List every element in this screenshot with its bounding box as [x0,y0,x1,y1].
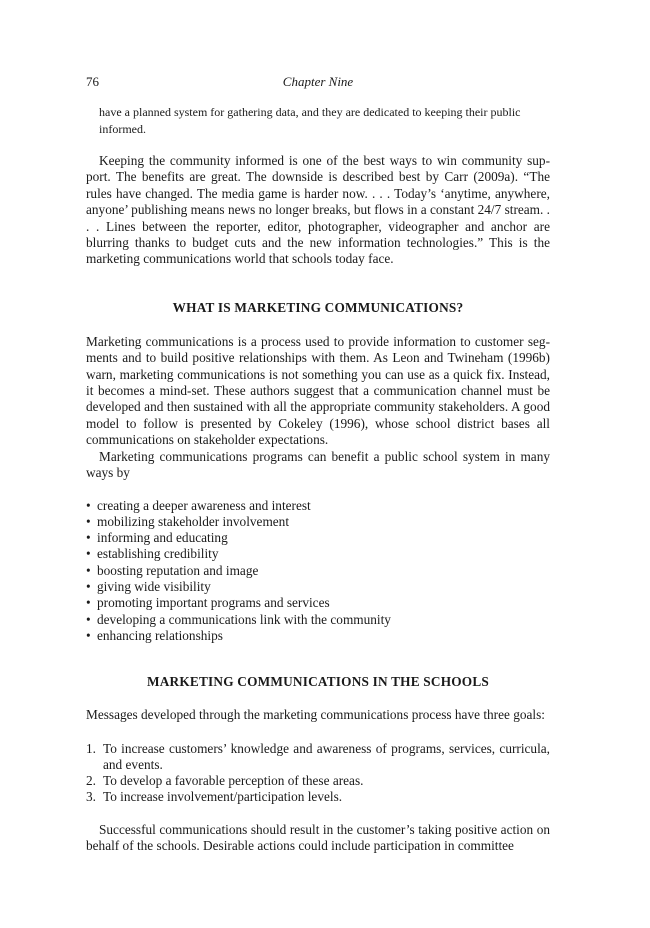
page-header [86,74,550,94]
list-item [86,563,550,579]
list-item [86,595,550,611]
list-item [86,579,550,595]
numbered-item [86,789,550,805]
paragraph: Marketing communications is a process used to provide information to customer segments and to build positive relationships with them. As Leon and Twineham (1996b) warn, marketing communications is not something you can use as a quick fix. Instead, it becomes a mind-set. These authors suggest that a communication channel must be developed and then sustained with all the appropriate community stakeholders. A good model to follow is presented by Cokeley (1996), whose school district bases all communications on stakeholder expectations. [86,333,550,448]
numbered-item-text: To increase involvement/participation levels. [103,789,343,805]
page-number: 76 [86,74,99,89]
benefits-list [86,498,550,645]
paragraph: Messages developed through the marketing communications process have three goals: [86,707,545,723]
list-item [86,498,550,514]
list-item-text: establishing credibility [97,546,219,562]
list-item-text: developing a communications link with the community [97,611,391,627]
paragraph: Marketing communications programs can benefit a public school system in many ways by [86,448,550,481]
list-item-text: giving wide visibility [97,578,211,594]
item-number: 1. [86,740,96,756]
numbered-item-text: To develop a favorable perception of these areas. [103,773,364,789]
bullet-icon: • [86,513,91,529]
bullet-icon: • [86,562,91,578]
bullet-icon: • [86,546,91,562]
paragraph: Keeping the community informed is one of the best ways to win community support. The benefits are great. The downside is described best by Carr (2009a). “The rules have changed. The media game is harder now. . . . Today’s ‘anytime, anywhere, anyone’ publishing means news no longer breaks, but flows in a constant 24/7 stream. . . . Lines between the reporter, editor, photographer, videographer and anchor are blurring thanks to budget cuts and the new information technologies.” This is the marketing communications world that schools today face. [86,153,550,267]
paragraph: Successful communications should result in the customer’s taking positive action on behalf of the schools. Desirable actions could include participation in committee [86,821,550,854]
numbered-item [86,773,550,789]
list-item [86,546,550,562]
bullet-icon: • [86,611,91,627]
bullet-icon: • [86,595,91,611]
list-item-text: creating a deeper awareness and interest [97,497,311,513]
list-item-text: boosting reputation and image [97,562,259,578]
numbered-item-text: To increase customers’ knowledge and awareness of programs, services, curricula, and events. [103,740,550,772]
bullet-icon: • [86,530,91,546]
item-number: 2. [86,773,96,789]
bullet-icon: • [86,497,91,513]
list-item-text: mobilizing stakeholder involvement [97,513,290,529]
goals-list [86,741,550,806]
bullet-icon: • [86,627,91,643]
running-head: Chapter Nine [282,74,354,89]
list-item [86,514,550,530]
list-item [86,628,550,644]
page-body [86,104,550,855]
list-item [86,530,550,546]
list-item [86,612,550,628]
section-heading: WHAT IS MARKETING COMMUNICATIONS? [172,299,464,315]
numbered-item [86,741,550,774]
list-item-text: informing and educating [97,530,228,546]
block-quote-continuation: have a planned system for gathering data, and they are dedicated to keeping their public informed. [99,105,521,136]
item-number: 3. [86,789,96,805]
section-heading: MARKETING COMMUNICATIONS IN THE SCHOOLS [147,674,489,690]
bullet-icon: • [86,578,91,594]
list-item-text: promoting important programs and services [97,595,330,611]
list-item-text: enhancing relationships [97,627,223,643]
